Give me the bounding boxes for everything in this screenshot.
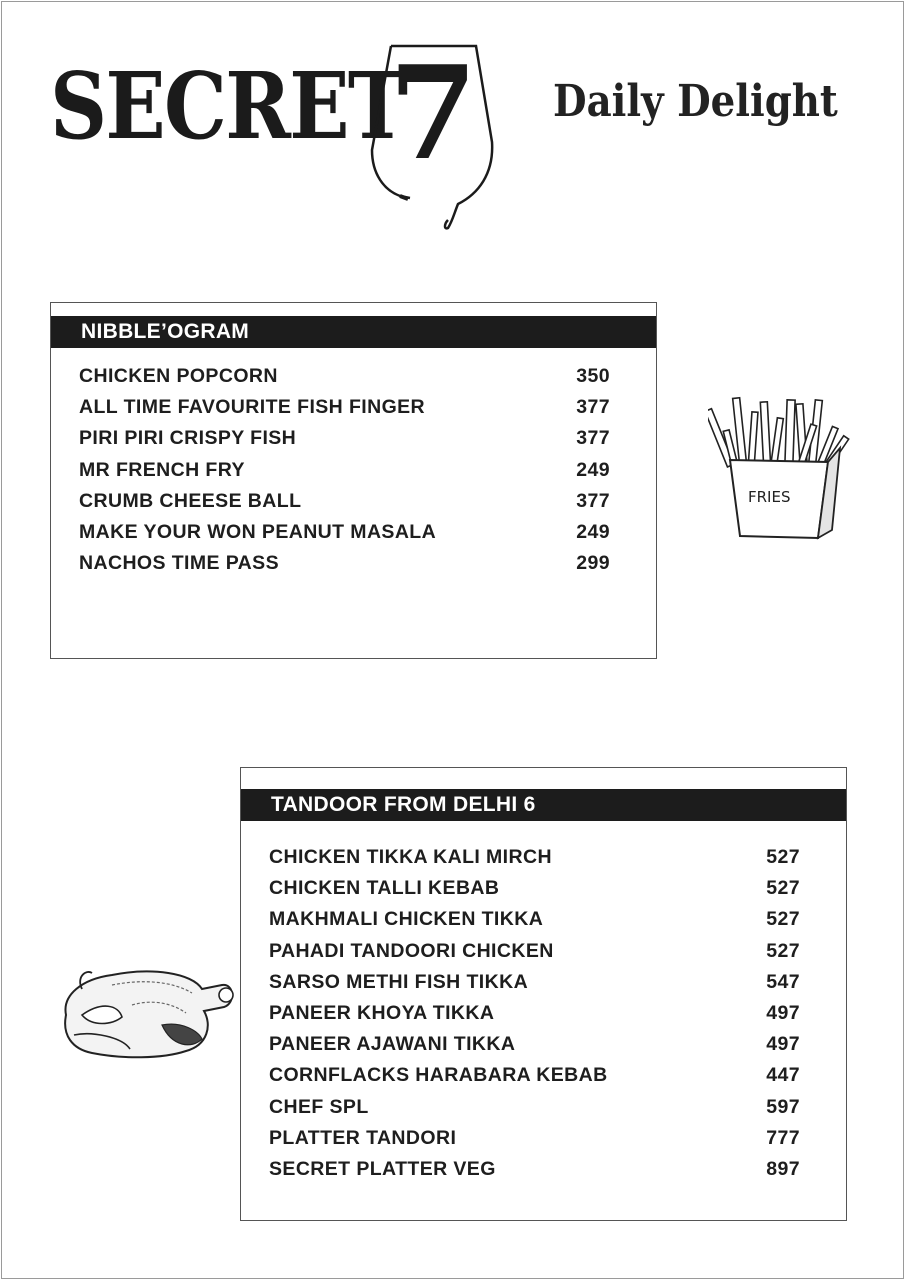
- menu-item: [269, 1123, 800, 1154]
- fries-icon: [708, 390, 858, 550]
- item-price: 447: [766, 1064, 800, 1087]
- item-name: PANEER AJAWANI TIKKA: [269, 1033, 516, 1056]
- item-name: SECRET PLATTER VEG: [269, 1157, 496, 1180]
- item-price: 527: [766, 939, 800, 962]
- item-price: 597: [766, 1095, 800, 1118]
- menu-item: [79, 455, 610, 486]
- item-name: MAKHMALI CHICKEN TIKKA: [269, 908, 544, 931]
- item-name: CORNFLACKS HARABARA KEBAB: [269, 1064, 608, 1087]
- item-name: CHEF SPL: [269, 1095, 369, 1118]
- item-price: 547: [766, 970, 800, 993]
- roast-chicken-icon: [52, 955, 237, 1070]
- menu-item: [79, 486, 610, 517]
- item-name: CHICKEN TIKKA KALI MIRCH: [269, 846, 552, 869]
- item-name: CRUMB CHEESE BALL: [79, 489, 302, 512]
- menu-item: [79, 517, 610, 548]
- item-price: 350: [576, 365, 610, 388]
- item-price: 527: [766, 877, 800, 900]
- item-name: CHICKEN TALLI KEBAB: [269, 877, 500, 900]
- section-title: NIBBLE’OGRAM: [51, 316, 656, 348]
- menu-item: [79, 548, 610, 579]
- menu-item: [269, 1154, 800, 1185]
- menu-item-list: [79, 361, 610, 579]
- fries-label: FRIES: [748, 488, 791, 506]
- menu-section-nibbleogram: [50, 302, 657, 659]
- item-name: ALL TIME FAVOURITE FISH FINGER: [79, 396, 426, 419]
- item-price: 377: [576, 489, 610, 512]
- item-name: CHICKEN POPCORN: [79, 365, 278, 388]
- menu-item: [269, 842, 800, 873]
- menu-item: [269, 967, 800, 998]
- item-name: MAKE YOUR WON PEANUT MASALA: [79, 521, 437, 544]
- menu-item: [269, 873, 800, 904]
- item-price: 377: [576, 427, 610, 450]
- item-price: 299: [576, 552, 610, 575]
- item-name: NACHOS TIME PASS: [79, 552, 279, 575]
- menu-item: [269, 1092, 800, 1123]
- menu-item: [269, 1029, 800, 1060]
- item-price: 777: [766, 1126, 800, 1149]
- menu-item-list: [269, 842, 800, 1185]
- tagline: Daily Delight: [553, 76, 838, 127]
- item-price: 527: [766, 908, 800, 931]
- item-price: 527: [766, 846, 800, 869]
- item-price: 249: [576, 458, 610, 481]
- menu-item: [79, 392, 610, 423]
- menu-section-tandoor: [240, 767, 847, 1221]
- item-name: PAHADI TANDOORI CHICKEN: [269, 939, 554, 962]
- item-price: 897: [766, 1157, 800, 1180]
- menu-item: [269, 998, 800, 1029]
- brand-logo-text: SECRET: [50, 52, 406, 160]
- item-name: PLATTER TANDORI: [269, 1126, 457, 1149]
- menu-item: [79, 361, 610, 392]
- brand-logo-number: 7: [388, 39, 478, 189]
- item-price: 497: [766, 1033, 800, 1056]
- item-price: 249: [576, 521, 610, 544]
- item-price: 497: [766, 1002, 800, 1025]
- item-price: 377: [576, 396, 610, 419]
- menu-item: [269, 904, 800, 935]
- item-name: MR FRENCH FRY: [79, 458, 245, 481]
- item-name: PIRI PIRI CRISPY FISH: [79, 427, 297, 450]
- section-title: TANDOOR FROM DELHI 6: [241, 789, 846, 821]
- menu-item: [269, 936, 800, 967]
- menu-item: [79, 423, 610, 454]
- item-name: PANEER KHOYA TIKKA: [269, 1002, 495, 1025]
- item-name: SARSO METHI FISH TIKKA: [269, 970, 529, 993]
- menu-item: [269, 1060, 800, 1091]
